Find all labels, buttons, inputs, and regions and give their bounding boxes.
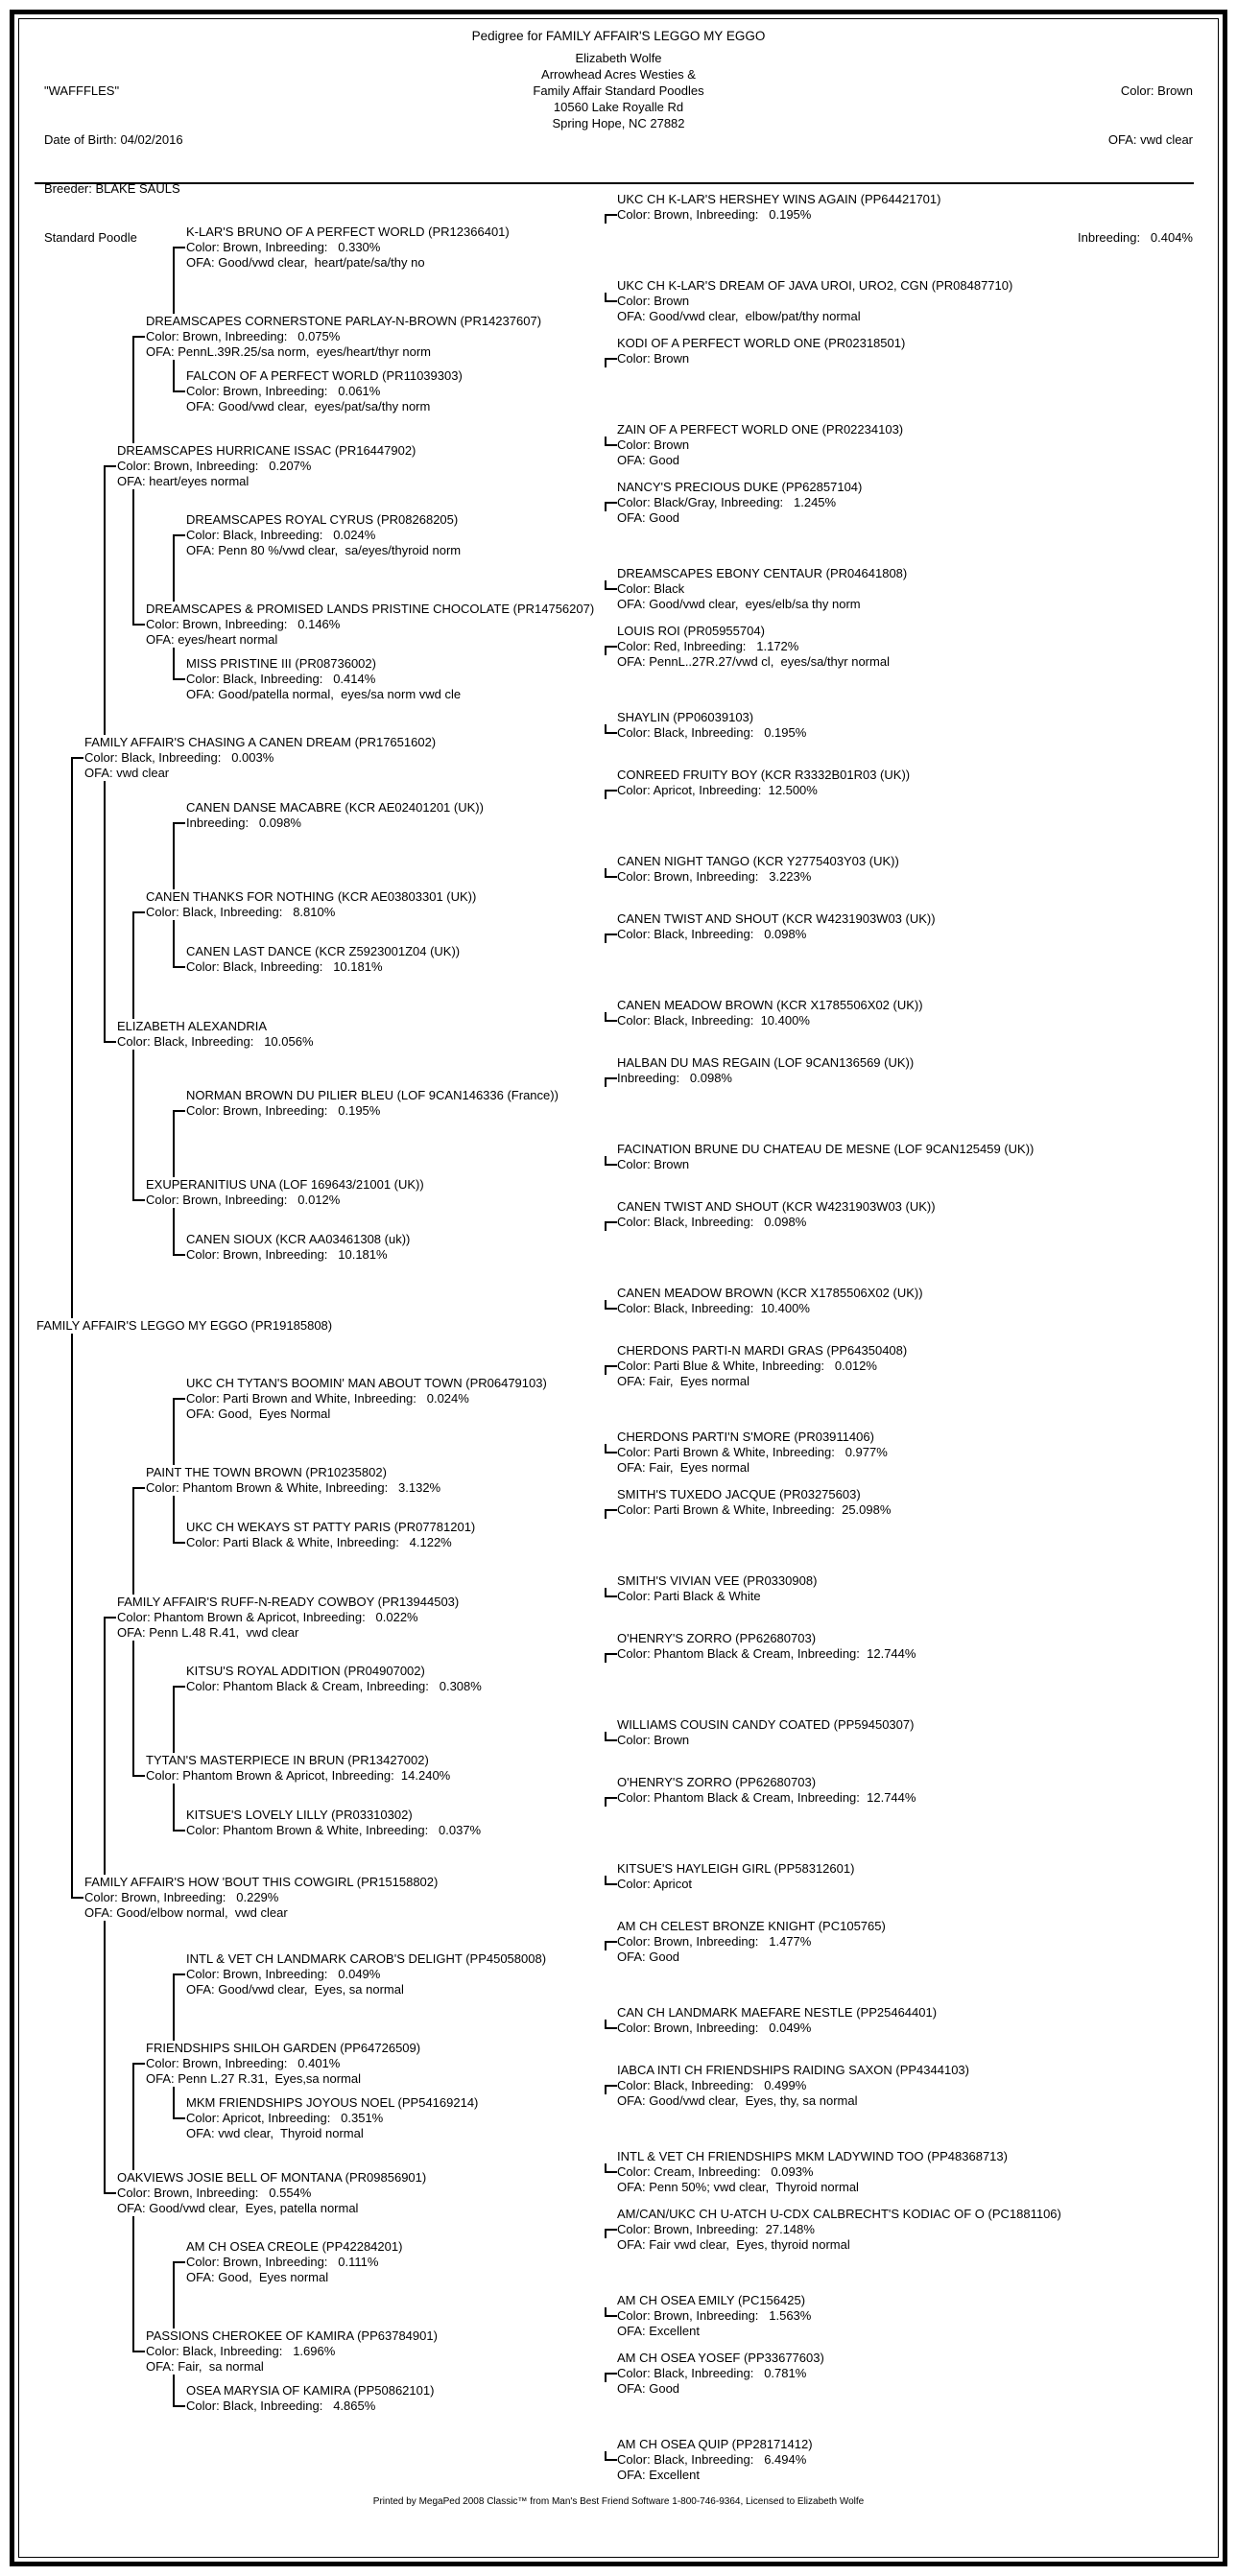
dog-detail: OFA: Penn L.48 R.41, vwd clear: [117, 1625, 301, 1641]
dog-detail: OFA: PennL.39R.25/sa norm, eyes/heart/thyr norm: [146, 344, 434, 360]
breeder: Breeder: BLAKE SAULS: [44, 181, 180, 196]
pedigree-entry: [186, 2239, 405, 2285]
dog-detail: Color: Brown, Inbreeding: 0.330%: [186, 240, 383, 255]
dog-detail: OFA: Good/vwd clear, Eyes, thy, sa normal: [617, 2093, 860, 2109]
pedigree-entry: [617, 566, 910, 612]
dog-name: O'HENRY'S ZORRO (PP62680703): [617, 1775, 819, 1790]
dog-name: FRIENDSHIPS SHILOH GARDEN (PP64726509): [146, 2041, 423, 2056]
dog-name: DREAMSCAPES & PROMISED LANDS PRISTINE CHOCOLATE (PR14756207): [146, 602, 597, 617]
dog-detail: Color: Apricot, Inbreeding: 12.500%: [617, 783, 821, 798]
dog-name: TYTAN'S MASTERPIECE IN BRUN (PR13427002): [146, 1753, 432, 1768]
dog-detail: Color: Brown, Inbreeding: 1.477%: [617, 1934, 814, 1950]
dam-bracket-icon: [605, 1732, 618, 1741]
dog-detail: Color: Brown: [617, 351, 692, 366]
dog-detail: Color: Apricot, Inbreeding: 0.351%: [186, 2111, 386, 2126]
dog-detail: Color: Phantom Brown & White, Inbreeding: 3.132%: [146, 1480, 443, 1496]
dog-name: CANEN NIGHT TANGO (KCR Y2775403Y03 (UK)): [617, 854, 902, 869]
dog-name: PAINT THE TOWN BROWN (PR10235802): [146, 1465, 390, 1480]
pedigree-entry: [617, 1487, 893, 1518]
pedigree-entry: [186, 2095, 481, 2141]
dog-detail: Color: Brown, Inbreeding: 0.012%: [146, 1193, 343, 1208]
sire-bracket-icon: [605, 2085, 618, 2094]
connector-tick: [132, 2351, 145, 2352]
dam-bracket-icon: [605, 2163, 618, 2173]
dog-name: AM CH OSEA CREOLE (PP42284201): [186, 2239, 405, 2255]
dog-detail: Color: Phantom Brown & White, Inbreeding: 0.037%: [186, 1823, 484, 1838]
dog-detail: Color: Brown, Inbreeding: 10.181%: [186, 1247, 391, 1263]
dog-name: NORMAN BROWN DU PILIER BLEU (LOF 9CAN146336 (France)): [186, 1088, 561, 1103]
dog-detail: OFA: Good, Eyes normal: [186, 2270, 331, 2285]
dog-name: INTL & VET CH LANDMARK CAROB'S DELIGHT (PP45058008): [186, 1951, 549, 1967]
dog-detail: OFA: Penn 50%; vwd clear, Thyroid normal: [617, 2180, 862, 2195]
sire-bracket-icon: [605, 1797, 618, 1807]
dog-detail: OFA: PennL..27R.27/vwd cl, eyes/sa/thyr normal: [617, 654, 892, 670]
dog-color: Color: Brown: [1120, 83, 1193, 98]
connector-tick: [173, 1830, 185, 1832]
pedigree-entry: [186, 1520, 478, 1550]
pedigree-entry: [117, 2170, 429, 2216]
dog-name: DREAMSCAPES EBONY CENTAUR (PR04641808): [617, 566, 910, 581]
pedigree-entry: [617, 2351, 827, 2397]
dog-detail: OFA: vwd clear, Thyroid normal: [186, 2126, 367, 2141]
breed: Standard Poodle: [44, 230, 137, 245]
pedigree-entry: [617, 1919, 889, 1965]
dog-detail: Color: Brown, Inbreeding: 0.195%: [186, 1103, 383, 1119]
dog-name: WILLIAMS COUSIN CANDY COATED (PP59450307): [617, 1717, 916, 1733]
dog-detail: Color: Brown, Inbreeding: 1.563%: [617, 2308, 814, 2324]
dog-detail: Color: Black, Inbreeding: 0.195%: [617, 725, 809, 741]
pedigree-entry: [146, 1753, 453, 1784]
dog-name: FALCON OF A PERFECT WORLD (PR11039303): [186, 368, 465, 384]
dog-detail: Color: Brown: [617, 437, 692, 453]
connector-tick: [132, 2063, 145, 2065]
pedigree-entry: [617, 2005, 940, 2036]
connector-tick: [104, 2192, 116, 2194]
dog-detail: Color: Parti Black & White: [617, 1589, 764, 1604]
sire-bracket-icon: [605, 358, 618, 367]
dam-bracket-icon: [605, 1588, 618, 1597]
dog-name: UKC CH TYTAN'S BOOMIN' MAN ABOUT TOWN (PR06479103): [186, 1376, 550, 1391]
spacer: [1078, 180, 1193, 197]
dog-detail: Color: Black, Inbreeding: 6.494%: [617, 2452, 809, 2468]
dog-name: PASSIONS CHEROKEE OF KAMIRA (PP63784901): [146, 2328, 440, 2344]
dog-detail: OFA: Good: [617, 453, 682, 468]
dog-detail: Color: Brown: [617, 1733, 692, 1748]
pedigree-entry: [146, 602, 597, 648]
owner-address-block: [0, 50, 1237, 131]
pedigree-entry: [617, 710, 809, 741]
dog-name: OSEA MARYSIA OF KAMIRA (PP50862101): [186, 2383, 437, 2399]
dog-detail: Color: Parti Blue & White, Inbreeding: 0.012%: [617, 1359, 880, 1374]
pedigree-entry: [617, 911, 939, 942]
dam-bracket-icon: [605, 868, 618, 878]
sire-bracket-icon: [605, 1509, 618, 1519]
dam-bracket-icon: [605, 1156, 618, 1166]
dog-name: CANEN DANSE MACABRE (KCR AE02401201 (UK)): [186, 800, 487, 815]
dog-inbreeding: Inbreeding: 0.404%: [1078, 230, 1193, 245]
pedigree-entry: [617, 1861, 857, 1892]
sire-bracket-icon: [605, 502, 618, 511]
dog-detail: Color: Black, Inbreeding: 10.181%: [186, 959, 386, 975]
connector-tick: [173, 1254, 185, 1256]
dog-detail: Color: Black, Inbreeding: 4.865%: [186, 2399, 378, 2414]
dog-detail: OFA: Fair, Eyes normal: [617, 1460, 752, 1476]
pedigree-entry: [186, 1664, 485, 1694]
pedigree-entry: [617, 2149, 1011, 2195]
dog-detail: OFA: Fair, Eyes normal: [617, 1374, 752, 1389]
dog-detail: OFA: Good/vwd clear, Eyes, patella normal: [117, 2201, 361, 2216]
dog-detail: Color: Black, Inbreeding: 10.056%: [117, 1034, 317, 1050]
dog-detail: Color: Cream, Inbreeding: 0.093%: [617, 2164, 817, 2180]
connector-tick: [132, 1199, 145, 1201]
dog-name: KITSU'S ROYAL ADDITION (PR04907002): [186, 1664, 428, 1679]
call-name: "WAFFFLES": [44, 83, 120, 98]
dog-name: CANEN THANKS FOR NOTHING (KCR AE03803301 (UK)): [146, 889, 479, 905]
dog-detail: Color: Black, Inbreeding: 0.098%: [617, 927, 809, 942]
connector-tick: [173, 1542, 185, 1544]
street-address: 10560 Lake Royalle Rd: [553, 100, 684, 114]
pedigree-entry: [617, 1717, 916, 1748]
sire-bracket-icon: [605, 2373, 618, 2382]
pedigree-entry: [186, 1376, 550, 1422]
kennel-name-1: Arrowhead Acres Westies &: [541, 67, 696, 82]
dog-detail: Color: Brown, Inbreeding: 0.075%: [146, 329, 343, 344]
dog-detail: Color: Parti Brown & White, Inbreeding: 25.098%: [617, 1502, 893, 1518]
dog-name: AM CH CELEST BRONZE KNIGHT (PC105765): [617, 1919, 889, 1934]
connector-tick: [173, 678, 185, 680]
sire-bracket-icon: [605, 1941, 618, 1950]
dog-name: HALBAN DU MAS REGAIN (LOF 9CAN136569 (UK)): [617, 1055, 916, 1071]
sire-bracket-icon: [605, 2229, 618, 2238]
dog-detail: Color: Black, Inbreeding: 0.098%: [617, 1215, 809, 1230]
dog-detail: Color: Phantom Brown & Apricot, Inbreeding: 14.240%: [146, 1768, 453, 1784]
page-title: Pedigree for FAMILY AFFAIR'S LEGGO MY EGGO: [471, 29, 766, 43]
dog-detail: OFA: Fair, sa normal: [146, 2359, 267, 2375]
dog-detail: Color: Black, Inbreeding: 10.400%: [617, 1301, 813, 1316]
pedigree-entry: [186, 368, 465, 414]
dog-detail: OFA: Good/patella normal, eyes/sa norm vwd cle: [186, 687, 464, 702]
city-state-zip: Spring Hope, NC 27882: [552, 116, 685, 130]
header-separator-line: [35, 182, 1194, 184]
pedigree-entry: [84, 735, 439, 781]
dog-name: AM CH OSEA YOSEF (PP33677603): [617, 2351, 827, 2366]
dog-name: FACINATION BRUNE DU CHATEAU DE MESNE (LOF 9CAN125459 (UK)): [617, 1142, 1036, 1157]
sire-bracket-icon: [605, 1077, 618, 1087]
connector-tick: [173, 1110, 185, 1112]
dog-detail: Color: Brown, Inbreeding: 0.401%: [146, 2056, 343, 2071]
dog-name: SMITH'S VIVIAN VEE (PR0330908): [617, 1573, 820, 1589]
dog-name: FAMILY AFFAIR'S LEGGO MY EGGO (PR19185808): [36, 1318, 335, 1334]
pedigree-entry: [617, 624, 892, 670]
pedigree-entry: [617, 2207, 1064, 2253]
dam-bracket-icon: [605, 1876, 618, 1885]
dam-bracket-icon: [605, 1012, 618, 1022]
kennel-name-2: Family Affair Standard Poodles: [533, 83, 704, 98]
pedigree-entry: [186, 225, 512, 271]
connector-tick: [132, 336, 145, 338]
connector-tick: [173, 1973, 185, 1975]
dog-name: ELIZABETH ALEXANDRIA: [117, 1019, 270, 1034]
pedigree-entry: [617, 2063, 972, 2109]
dog-name: FAMILY AFFAIR'S CHASING A CANEN DREAM (PR17651602): [84, 735, 439, 750]
dog-detail: OFA: Good/vwd clear, eyes/elb/sa thy norm: [617, 597, 864, 612]
pedigree-entry: [617, 480, 865, 526]
pedigree-entry: [617, 854, 902, 885]
pedigree-entry: [617, 1573, 820, 1604]
pedigree-entry: [617, 2437, 816, 2483]
dog-detail: Color: Brown, Inbreeding: 3.223%: [617, 869, 814, 885]
dog-name: DREAMSCAPES CORNERSTONE PARLAY-N-BROWN (PR14237607): [146, 314, 544, 329]
dog-name: FAMILY AFFAIR'S RUFF-N-READY COWBOY (PR13944503): [117, 1595, 462, 1610]
dog-detail: Color: Phantom Black & Cream, Inbreeding: 12.744%: [617, 1646, 918, 1662]
dog-name: CANEN MEADOW BROWN (KCR X1785506X02 (UK)): [617, 1286, 926, 1301]
dog-name: CANEN MEADOW BROWN (KCR X1785506X02 (UK)): [617, 998, 926, 1013]
dog-name: UKC CH K-LAR'S DREAM OF JAVA UROI, URO2, CGN (PR08487710): [617, 278, 1015, 294]
pedigree-entry: [186, 1088, 561, 1119]
pedigree-entry: [186, 656, 464, 702]
dog-detail: Color: Brown, Inbreeding: 0.207%: [117, 459, 314, 474]
connector-tick: [173, 534, 185, 536]
print-credit: Printed by MegaPed 2008 Classic™ from Man's Best Friend Software 1-800-746-9364, Licensed to Elizabeth Wolfe: [372, 2496, 865, 2507]
connector-tick: [71, 757, 83, 759]
pedigree-entry: [146, 314, 544, 360]
owner-name: Elizabeth Wolfe: [575, 51, 662, 65]
pedigree-entry: [117, 1019, 317, 1050]
dog-detail: Color: Red, Inbreeding: 1.172%: [617, 639, 801, 654]
dog-detail: Color: Brown: [617, 1157, 692, 1172]
dog-name: IABCA INTI CH FRIENDSHIPS RAIDING SAXON (PP4344103): [617, 2063, 972, 2078]
pedigree-entry: [117, 443, 418, 489]
dog-name: FAMILY AFFAIR'S HOW 'BOUT THIS COWGIRL (PR15158802): [84, 1875, 440, 1890]
dog-detail: OFA: Good: [617, 510, 682, 526]
dog-name: AM CH OSEA QUIP (PP28171412): [617, 2437, 816, 2452]
dog-name: CHERDONS PARTI-N MARDI GRAS (PP64350408): [617, 1343, 910, 1359]
dog-detail: OFA: Good/vwd clear, eyes/pat/sa/thy norm: [186, 399, 433, 414]
dam-bracket-icon: [605, 293, 618, 302]
pedigree-entry: [186, 1951, 549, 1997]
dog-detail: Inbreeding: 0.098%: [186, 815, 304, 831]
dog-detail: Color: Phantom Black & Cream, Inbreeding: 0.308%: [186, 1679, 485, 1694]
pedigree-entry: [146, 1465, 443, 1496]
dog-detail: Color: Brown, Inbreeding: 0.111%: [186, 2255, 381, 2270]
connector-tick: [104, 465, 116, 467]
dog-name: UKC CH WEKAYS ST PATTY PARIS (PR07781201): [186, 1520, 478, 1535]
pedigree-entry: [117, 1595, 462, 1641]
dog-detail: Color: Black, Inbreeding: 8.810%: [146, 905, 338, 920]
connector-tick: [173, 1686, 185, 1688]
dog-detail: OFA: Penn L.27 R.31, Eyes,sa normal: [146, 2071, 364, 2087]
dog-detail: Color: Phantom Black & Cream, Inbreeding: 12.744%: [617, 1790, 918, 1806]
sire-bracket-icon: [605, 934, 618, 943]
connector-tick: [173, 822, 185, 824]
dog-name: UKC CH K-LAR'S HERSHEY WINS AGAIN (PP64421701): [617, 192, 943, 207]
pedigree-entry: [146, 2041, 423, 2087]
dam-bracket-icon: [605, 724, 618, 734]
pedigree-entry: [617, 1430, 891, 1476]
dog-detail: Color: Brown, Inbreeding: 0.229%: [84, 1890, 281, 1905]
dam-bracket-icon: [605, 1444, 618, 1453]
pedigree-entry: [617, 192, 943, 223]
dog-detail: Color: Black/Gray, Inbreeding: 1.245%: [617, 495, 839, 510]
pedigree-entry: [186, 512, 464, 558]
dog-name: EXUPERANITIUS UNA (LOF 169643/21001 (UK)): [146, 1177, 427, 1193]
dog-name: SMITH'S TUXEDO JACQUE (PR03275603): [617, 1487, 864, 1502]
dog-name: CHERDONS PARTI'N S'MORE (PR03911406): [617, 1430, 877, 1445]
dog-detail: OFA: Fair vwd clear, Eyes, thyroid normal: [617, 2237, 853, 2253]
dog-detail: Color: Brown, Inbreeding: 0.146%: [146, 617, 343, 632]
dog-detail: Color: Parti Black & White, Inbreeding: 4.122%: [186, 1535, 455, 1550]
connector-tick: [71, 1897, 83, 1899]
pedigree-entry: [186, 1808, 484, 1838]
dog-detail: OFA: Good/vwd clear, heart/pate/sa/thy no: [186, 255, 428, 271]
dog-ofa: OFA: vwd clear: [1107, 132, 1193, 147]
dog-detail: Color: Black, Inbreeding: 1.696%: [146, 2344, 338, 2359]
pedigree-entry: [617, 1775, 918, 1806]
dog-detail: Color: Parti Brown & White, Inbreeding: 0.977%: [617, 1445, 891, 1460]
dog-detail: Color: Brown, Inbreeding: 0.049%: [617, 2021, 814, 2036]
dog-name: NANCY'S PRECIOUS DUKE (PP62857104): [617, 480, 865, 495]
sire-bracket-icon: [605, 1653, 618, 1663]
dam-bracket-icon: [605, 1300, 618, 1310]
dam-bracket-icon: [605, 2020, 618, 2029]
dog-detail: Color: Brown, Inbreeding: 27.148%: [617, 2222, 818, 2237]
dog-detail: OFA: Excellent: [617, 2468, 702, 2483]
dog-name: CAN CH LANDMARK MAEFARE NESTLE (PP25464401): [617, 2005, 940, 2021]
dam-bracket-icon: [605, 2307, 618, 2317]
dog-detail: OFA: Penn 80 %/vwd clear, sa/eyes/thyroid norm: [186, 543, 464, 558]
pedigree-entry: [146, 2328, 440, 2375]
dog-detail: Color: Brown, Inbreeding: 0.195%: [617, 207, 814, 223]
dog-detail: Color: Black, Inbreeding: 0.781%: [617, 2366, 809, 2381]
dog-name: DREAMSCAPES HURRICANE ISSAC (PR16447902): [117, 443, 418, 459]
dog-name: K-LAR'S BRUNO OF A PERFECT WORLD (PR12366401): [186, 225, 512, 240]
dog-name: AM/CAN/UKC CH U-ATCH U-CDX CALBRECHT'S KODIAC OF O (PC1881106): [617, 2207, 1064, 2222]
dog-detail: OFA: Good/vwd clear, Eyes, sa normal: [186, 1982, 407, 1997]
dog-detail: OFA: Good: [617, 2381, 682, 2397]
dog-detail: Color: Parti Brown and White, Inbreeding: 0.024%: [186, 1391, 472, 1406]
connector-tick: [132, 624, 145, 626]
pedigree-entry: [146, 1177, 427, 1208]
pedigree-entry: [146, 889, 479, 920]
dog-detail: Color: Apricot: [617, 1877, 695, 1892]
dog-detail: Color: Black, Inbreeding: 0.499%: [617, 2078, 809, 2093]
connector-tick: [132, 1487, 145, 1489]
dog-detail: Color: Black, Inbreeding: 0.414%: [186, 672, 378, 687]
dog-name: CANEN TWIST AND SHOUT (KCR W4231903W03 (UK)): [617, 911, 939, 927]
pedigree-entry: [617, 2293, 814, 2339]
pedigree-entry: [36, 1318, 335, 1334]
pedigree-entry: [617, 1142, 1036, 1172]
pedigree-entry: [617, 1286, 926, 1316]
pedigree-entry: [186, 2383, 437, 2414]
dog-name: SHAYLIN (PP06039103): [617, 710, 756, 725]
dog-detail: Inbreeding: 0.098%: [617, 1071, 735, 1086]
pedigree-entry: [617, 278, 1015, 324]
dog-detail: Color: Black, Inbreeding: 0.024%: [186, 528, 378, 543]
dog-name: MISS PRISTINE III (PR08736002): [186, 656, 379, 672]
dog-detail: OFA: Good/elbow normal, vwd clear: [84, 1905, 291, 1921]
dog-detail: Color: Black, Inbreeding: 0.003%: [84, 750, 276, 766]
dog-detail: OFA: Good: [617, 1950, 682, 1965]
connector-tick: [132, 1775, 145, 1777]
dog-name: KITSUE'S HAYLEIGH GIRL (PP58312601): [617, 1861, 857, 1877]
date-of-birth: Date of Birth: 04/02/2016: [44, 132, 183, 147]
connector-tick: [173, 1398, 185, 1400]
pedigree-entry: [617, 422, 906, 468]
pedigree-entry: [186, 1232, 413, 1263]
pedigree-entry: [617, 768, 913, 798]
dog-name: KODI OF A PERFECT WORLD ONE (PR02318501): [617, 336, 908, 351]
sire-bracket-icon: [605, 790, 618, 799]
dog-name: LOUIS ROI (PR05955704): [617, 624, 768, 639]
dog-name: OAKVIEWS JOSIE BELL OF MONTANA (PR09856901): [117, 2170, 429, 2186]
pedigree-entry: [617, 336, 908, 366]
pedigree-entry: [617, 1055, 916, 1086]
dog-detail: OFA: heart/eyes normal: [117, 474, 251, 489]
pedigree-entry: [617, 1199, 939, 1230]
connector-tick: [173, 390, 185, 392]
dog-name: KITSUE'S LOVELY LILLY (PR03310302): [186, 1808, 416, 1823]
dog-detail: Color: Brown, Inbreeding: 0.049%: [186, 1967, 383, 1982]
dog-detail: OFA: Good/vwd clear, elbow/pat/thy normal: [617, 309, 864, 324]
dog-name: CANEN TWIST AND SHOUT (KCR W4231903W03 (UK)): [617, 1199, 939, 1215]
connector-tick: [173, 2261, 185, 2263]
dog-detail: OFA: Excellent: [617, 2324, 702, 2339]
connector-tick: [173, 2117, 185, 2119]
dog-detail: Color: Brown, Inbreeding: 0.061%: [186, 384, 383, 399]
dog-detail: Color: Brown: [617, 294, 692, 309]
pedigree-entry: [186, 944, 463, 975]
dog-detail: Color: Black, Inbreeding: 10.400%: [617, 1013, 813, 1028]
connector-tick: [173, 966, 185, 968]
dog-stats-block: [1078, 50, 1193, 278]
sire-bracket-icon: [605, 214, 618, 224]
pedigree-entry: [617, 1343, 910, 1389]
dog-name: ZAIN OF A PERFECT WORLD ONE (PR02234103): [617, 422, 906, 437]
pedigree-entry: [186, 800, 487, 831]
dog-name: CANEN SIOUX (KCR AA03461308 (uk)): [186, 1232, 413, 1247]
sire-bracket-icon: [605, 1221, 618, 1231]
pair-connector-line: [132, 911, 134, 1201]
connector-tick: [173, 2405, 185, 2407]
pedigree-entry: [617, 1631, 918, 1662]
connector-tick: [132, 911, 145, 913]
dog-detail: Color: Brown, Inbreeding: 0.554%: [117, 2186, 314, 2201]
dam-bracket-icon: [605, 580, 618, 590]
dog-name: MKM FRIENDSHIPS JOYOUS NOEL (PP54169214): [186, 2095, 481, 2111]
dog-detail: OFA: eyes/heart normal: [146, 632, 280, 648]
connector-tick: [104, 1041, 116, 1043]
dog-detail: OFA: vwd clear: [84, 766, 172, 781]
dog-name: CANEN LAST DANCE (KCR Z5923001Z04 (UK)): [186, 944, 463, 959]
dam-bracket-icon: [605, 437, 618, 446]
dog-detail: Color: Black: [617, 581, 687, 597]
pedigree-entry: [84, 1875, 440, 1921]
dog-detail: OFA: Good, Eyes Normal: [186, 1406, 333, 1422]
connector-tick: [104, 1617, 116, 1619]
pedigree-entry: [617, 998, 926, 1028]
sire-bracket-icon: [605, 1365, 618, 1375]
dog-detail: Color: Phantom Brown & Apricot, Inbreeding: 0.022%: [117, 1610, 421, 1625]
dog-name: AM CH OSEA EMILY (PC156425): [617, 2293, 808, 2308]
dam-bracket-icon: [605, 2451, 618, 2461]
dog-name: O'HENRY'S ZORRO (PP62680703): [617, 1631, 819, 1646]
dog-name: CONREED FRUITY BOY (KCR R3332B01R03 (UK)): [617, 768, 913, 783]
dog-name: INTL & VET CH FRIENDSHIPS MKM LADYWIND TOO (PP48368713): [617, 2149, 1011, 2164]
dog-name: DREAMSCAPES ROYAL CYRUS (PR08268205): [186, 512, 461, 528]
sire-bracket-icon: [605, 646, 618, 655]
